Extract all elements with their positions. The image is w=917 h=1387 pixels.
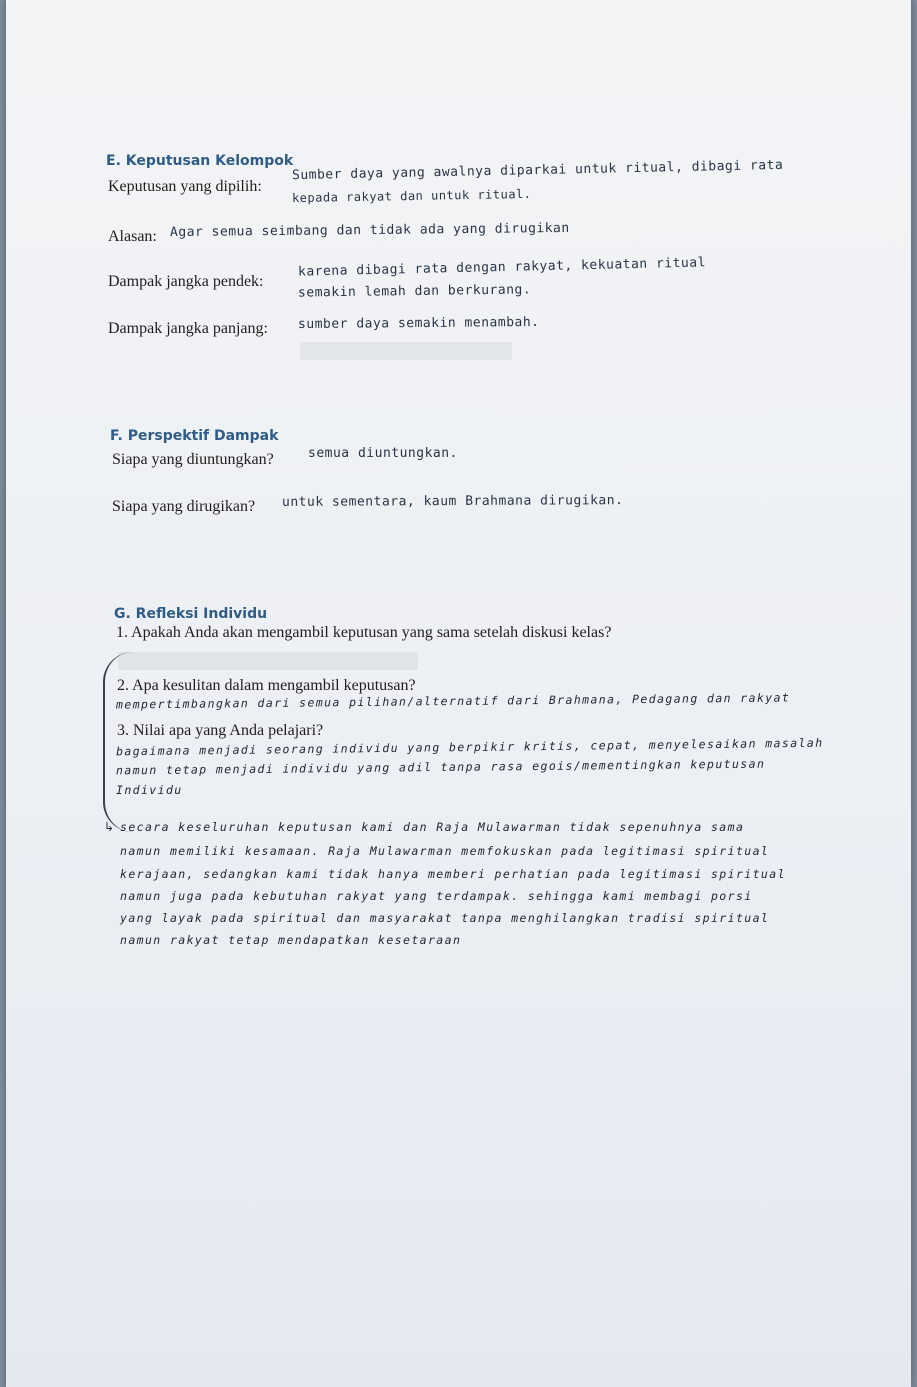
- blank-answer-line: [300, 342, 512, 360]
- reason-answer: Agar semua seimbang dan tidak ada yang dirugikan: [169, 220, 570, 241]
- extra-note-line6: namun rakyat tetap mendapatkan kesetaraan: [120, 933, 462, 947]
- long-term-label: Dampak jangka panjang:: [108, 320, 268, 337]
- long-term-answer: sumber daya semakin menambah.: [297, 314, 540, 333]
- answer-3-line1: bagaimana menjadi seorang individu yang berpikir kritis, cepat, menyelesaikan masalah: [115, 735, 824, 759]
- harmed-label: Siapa yang dirugikan?: [112, 498, 256, 515]
- harmed-answer: untuk sementara, kaum Brahmana dirugikan.: [281, 493, 624, 510]
- reason-label: Alasan:: [108, 228, 157, 245]
- decision-answer-line1: Sumber daya yang awalnya diparkai untuk ritual, dibagi rata: [291, 157, 784, 184]
- decision-label: Keputusan yang dipilih:: [108, 178, 262, 195]
- extra-note-line4: namun juga pada kebutuhan rakyat yang terdampak. sehingga kami membagi porsi: [120, 889, 753, 903]
- answer-3-line3: Individu: [116, 783, 183, 797]
- decision-answer-line2: kepada rakyat dan untuk ritual.: [291, 186, 532, 206]
- blank-answer-line: [118, 652, 418, 670]
- question-3: 3. Nilai apa yang Anda pelajari?: [117, 722, 324, 739]
- question-2: 2. Apa kesulitan dalam mengambil keputusan?: [117, 677, 416, 694]
- answer-2: mempertimbangkan dari semua pilihan/alternatif dari Brahmana, Pedagang dan rakyat: [115, 690, 791, 712]
- benefited-answer: semua diuntungkan.: [308, 446, 458, 461]
- answer-3-line2: namun tetap menjadi individu yang adil tanpa rasa egois/mementingkan keputusan: [115, 756, 766, 778]
- short-term-label: Dampak jangka pendek:: [108, 273, 264, 290]
- short-term-answer-line1: karena dibagi rata dengan rakyat, kekuatan ritual: [297, 255, 707, 280]
- section-f-heading: F. Perspektif Dampak: [110, 428, 279, 444]
- arrow-mark: ↳: [104, 820, 115, 834]
- extra-note-line5: yang layak pada spiritual dan masyarakat tanpa menghilangkan tradisi spiritual: [120, 911, 770, 925]
- benefited-label: Siapa yang diuntungkan?: [112, 451, 274, 468]
- extra-note-line3: kerajaan, sedangkan kami tidak hanya memberi perhatian pada legitimasi spiritual: [120, 867, 786, 881]
- worksheet-page: [6, 0, 911, 1387]
- section-e-heading: E. Keputusan Kelompok: [106, 153, 294, 169]
- extra-note-line2: namun memiliki kesamaan. Raja Mulawarman memfokuskan pada legitimasi spiritual: [120, 844, 770, 858]
- section-g-heading: G. Refleksi Individu: [114, 606, 268, 622]
- question-1: 1. Apakah Anda akan mengambil keputusan yang sama setelah diskusi kelas?: [116, 624, 612, 641]
- short-term-answer-line2: semakin lemah dan berkurang.: [297, 282, 532, 301]
- extra-note-line1: secara keseluruhan keputusan kami dan Raja Mulawarman tidak sepenuhnya sama: [120, 820, 745, 834]
